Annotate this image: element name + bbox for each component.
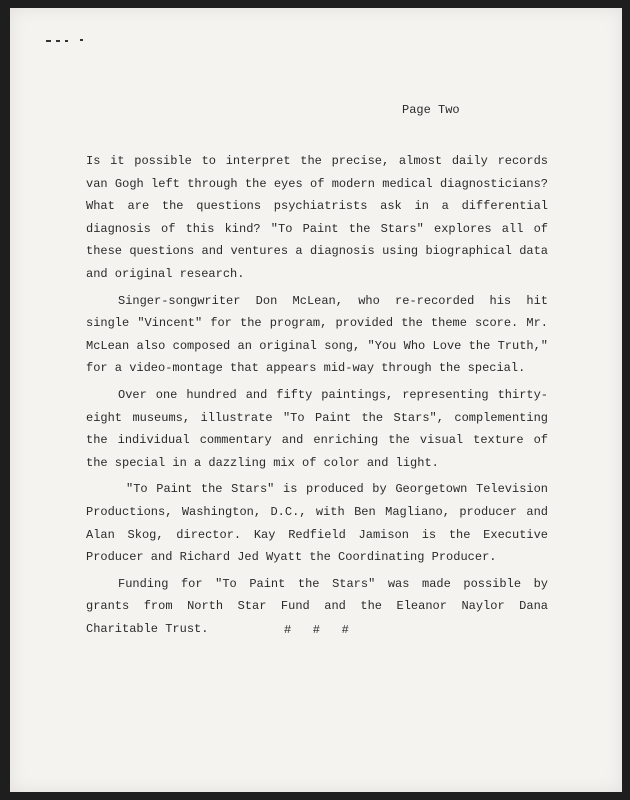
end-mark: # # # xyxy=(284,623,349,637)
paragraph-diagnosis: Is it possible to interpret the precise, almost daily records van Gogh left through the eyes of modern medical diagnosticians? What are the questions psychiatrists ask in a differential diagnosis of this kind? "To Paint the Stars" explores all of these questions and ventures a diagnosis using biographical data and original research. xyxy=(86,154,548,281)
document-body xyxy=(86,150,548,644)
page-number: Page Two xyxy=(402,103,460,117)
paragraph-production: "To Paint the Stars" is produced by Georgetown Television Productions, Washington, D.C., with Ben Magliano, producer and Alan Skog, director. Kay Redfield Jamison is the Executive Producer and Richard Jed Wyatt the Coordinating Producer. xyxy=(86,482,548,565)
corner-mark xyxy=(46,38,84,44)
paragraph-funding: Funding for "To Paint the Stars" was made possible by grants from North Star Fund and the Eleanor Naylor Dana Charitable Trust. xyxy=(86,576,548,636)
paragraph-paintings: Over one hundred and fifty paintings, representing thirty-eight museums, illustrate "To Paint the Stars", complementing the individual commentary and enriching the visual texture of the special in a dazzling mix of color and light. xyxy=(86,387,548,470)
paragraph-music: Singer-songwriter Don McLean, who re-recorded his hit single "Vincent" for the program, provided the theme score. Mr. McLean also composed an original song, "You Who Love the Truth," for a video-montage that appears mid-way through the special. xyxy=(86,293,548,376)
